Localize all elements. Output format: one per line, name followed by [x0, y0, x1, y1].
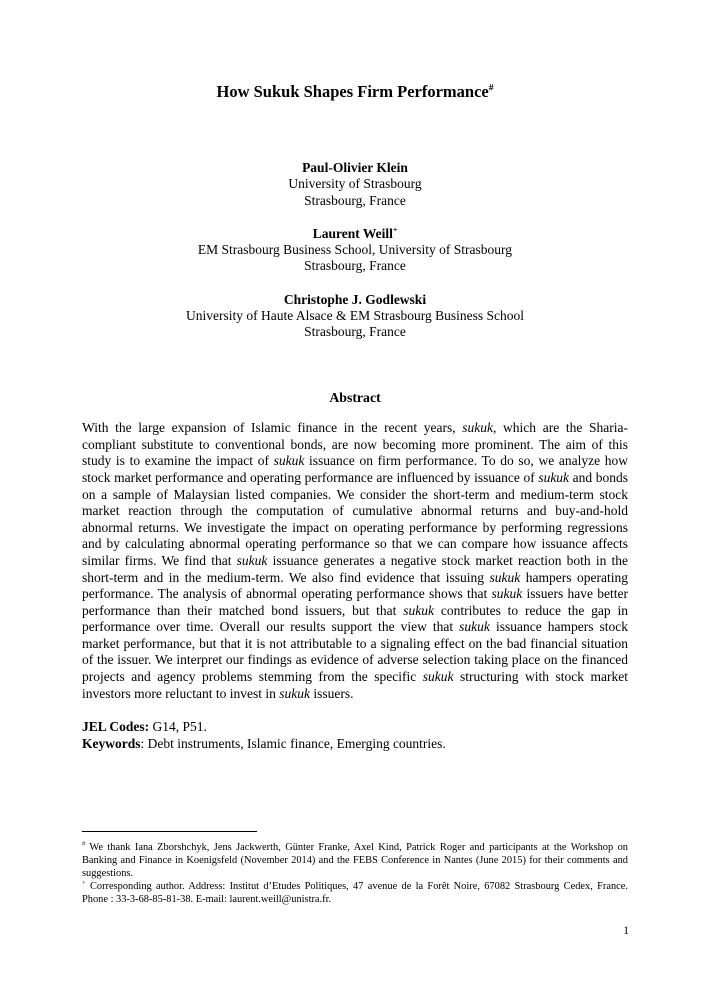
jel-codes-line [82, 719, 628, 735]
author-name-text: Christophe J. Godlewski [283, 291, 427, 307]
author-location: Strasbourg, France [304, 258, 406, 274]
author-name-text: Laurent Weill [312, 225, 393, 241]
keywords-line [82, 736, 628, 752]
author-location: Strasbourg, France [304, 324, 406, 340]
author-name [82, 160, 628, 176]
author-block [82, 226, 628, 275]
page-content [82, 0, 628, 752]
footnote [82, 880, 628, 906]
footnote [82, 841, 628, 880]
abstract-heading: Abstract [329, 389, 381, 405]
footnote-separator [82, 831, 257, 832]
author-block [82, 292, 628, 341]
jel-codes-value: G14, P51. [149, 719, 207, 735]
keywords-value: : Debt instruments, Islamic finance, Emerging countries. [140, 735, 446, 751]
footnote-marker: # [82, 840, 86, 848]
page-number: 1 [623, 925, 629, 937]
title-footnote-marker: # [488, 82, 494, 94]
footnote-text: We thank Iana Zborshchyk, Jens Jackwerth, Günter Franke, Axel Kind, Patrick Roger and participants at the Workshop on Banking and Finance in Koenigsfeld (November 2014) and the FEBS Conference in Nantes (June 2015) for their comments and suggestions. [82, 842, 628, 880]
abstract-paragraph: With the large expansion of Islamic finance in the recent years, sukuk, which are the Sharia-compliant substitute to conventional bonds, are now becoming more prominent. The aim of this study is to examine the impact of sukuk issuance on firm performance. To do so, we analyze how stock market performance and operating performance are influenced by issuance of sukuk and bonds on a sample of Malaysian listed companies. We consider the short-term and medium-term stock market reaction through the computation of cumulative abnormal returns and buy-and-hold abnormal returns. We investigate the impact on operating performance by performing regressions and by calculating abnormal operating performance so that we can compare how issuance affects similar firms. We find that sukuk issuance generates a negative stock market reaction both in the short-term and in the medium-term. We also find evidence that issuing sukuk hampers operating performance. The analysis of abnormal operating performance shows that sukuk issuers have better performance than their matched bond issuers, but that sukuk contributes to reduce the gap in performance over time. Overall our results support the view that sukuk issuance hampers stock market performance, but that it is not attributable to a signaling effect on the bad financial situation of the issuer. We interpret our findings as evidence of adverse selection taking place on the financed projects and agency problems stemming from the specific sukuk structuring with stock market investors more reluctant to invest in sukuk issuers. [82, 420, 629, 701]
author-location: Strasbourg, France [304, 192, 406, 208]
paper-title-text: How Sukuk Shapes Firm Performance [216, 82, 489, 101]
author-affiliation: EM Strasbourg Business School, University of Strasbourg [197, 242, 513, 258]
author-affiliation: University of Haute Alsace & EM Strasbourg Business School [186, 308, 524, 324]
jel-codes-label: JEL Codes: [82, 719, 150, 735]
author-affiliation: University of Strasbourg [288, 176, 422, 192]
author-name [82, 292, 628, 308]
author-footnote-marker: + [392, 225, 398, 235]
keywords-label: Keywords [82, 735, 141, 751]
footnote-area [82, 831, 628, 906]
author-name-text: Paul-Olivier Klein [302, 160, 408, 175]
author-name [82, 226, 628, 242]
codes-block [82, 719, 628, 752]
author-block [82, 160, 628, 209]
paper-title [82, 83, 628, 100]
footnote-marker: + [82, 879, 86, 887]
footnote-text: Corresponding author. Address: Institut d’Etudes Politiques, 47 avenue de la Forêt Noire, 67082 Strasbourg Cedex, France. Phone : 33-3-68-85-81-38. E-mail: laurent.weill@unistra.fr. [82, 881, 628, 906]
